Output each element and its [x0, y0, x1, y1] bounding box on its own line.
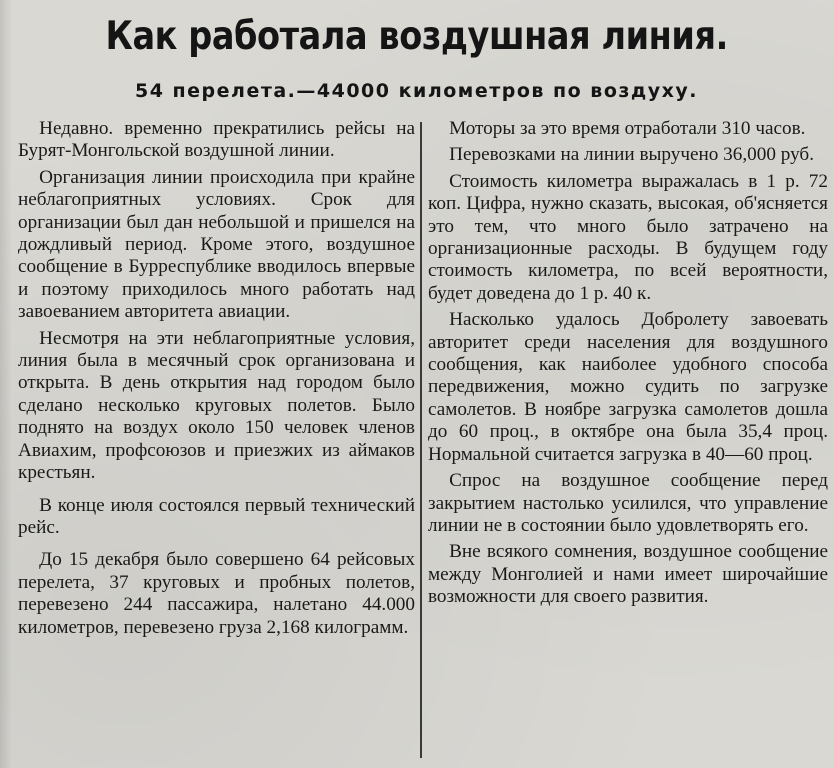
paragraph: Моторы за это время отработали 310 часов. [449, 118, 806, 139]
paragraph: Несмотря на эти неблагоприятные условия, линия была в месячный срок организована и открыта. В день открытия над городом было сделано несколько круговых полетов. Было поднято на воздух около 150 человек членов Авиахим, профсоюзов и приезжих из аймаков крестьян. [18, 327, 415, 484]
article-subheadline: 54 перелета.—44000 километров по воздуху. [134, 80, 699, 102]
right-column [428, 118, 828, 613]
paragraph: Вне всякого сомнения, воздушное сообщение между Монголией и нами имеет широчайшие возможности для своего развития. [428, 541, 828, 608]
paragraph: Стоимость километра выражалась в 1 р. 72 коп. Цифра, нужно сказать, высокая, об'ясняется это тем, что много было затрачено на организационные расходы. В будущем году стоимость километра, по всей вероятности, будет доведена до 1 р. 40 к. [428, 170, 828, 304]
paragraph: До 15 декабря было совершено 64 рейсовых перелета, 37 круговых и пробных полетов, перевезено 244 пассажира, налетано 44.000 километров, перевезено груза 2,168 килограмм. [18, 549, 415, 638]
paragraph: Спрос на воздушное сообщение перед закрытием настолько усилился, что управление линии не в состоянии было удовлетворять его. [428, 470, 828, 536]
paragraph: Перевозками на линии выручено 36,000 руб. [449, 144, 814, 166]
article-headline: Как работала воздушная линия. [105, 14, 728, 59]
paragraph: В конце июля состоялся первый технический рейс. [18, 494, 415, 538]
left-column [18, 118, 415, 643]
paragraph: Недавно. временно прекратились рейсы на Бурят-Монгольской воздушной линии. [18, 118, 415, 162]
column-divider [420, 122, 422, 758]
paragraph: Организация линии происходила при крайне неблагоприятных условиях. Срок для организации был дан небольшой и пришелся на дождливый период. Кроме этого, воздушное сообщение в Бурреспублике вводилось впервые и поэтому приходилось много работать над завоеванием авторитета авиации. [18, 166, 415, 323]
paragraph: Насколько удалось Добролету завоевать авторитет среди населения для воздушного сообщения, как наиболее удобного способа передвижения, можно судить по загрузке самолетов. В ноябре загрузка самолетов дошла до 60 проц., в октябре она была 35,4 проц. Нормальной считается загрузка в 40—60 проц. [428, 309, 828, 465]
page-edge-shadow [0, 0, 12, 768]
